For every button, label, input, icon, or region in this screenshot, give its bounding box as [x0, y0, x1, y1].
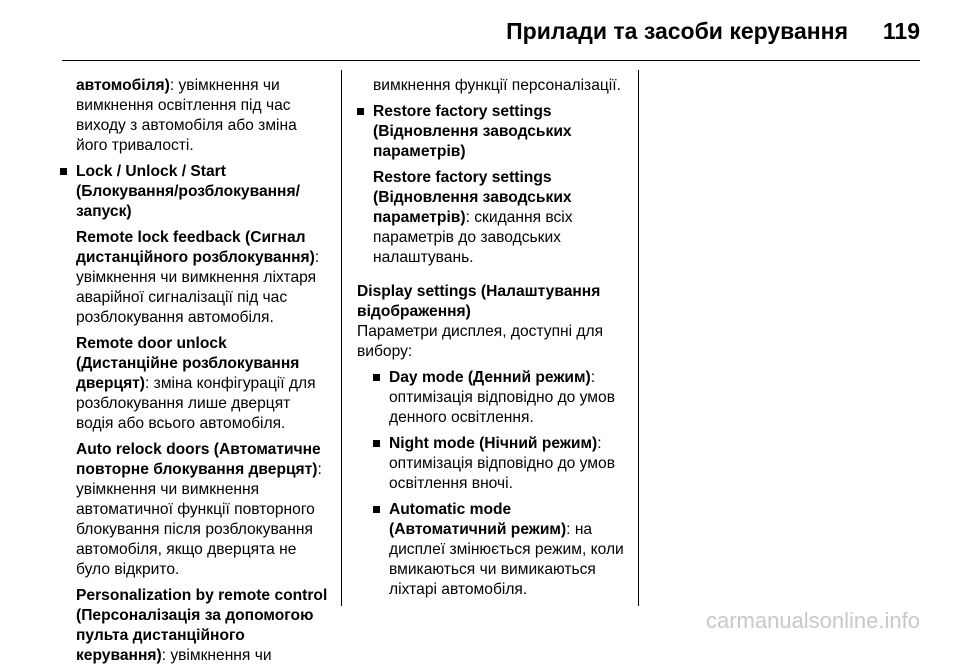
continued-text: : увімкнення чи вимкнення освітлення під час виходу з автомобіля або зміна його тривалості. — [76, 77, 297, 154]
column-1 — [76, 76, 332, 666]
personalization-text: : увімкнення чи — [161, 647, 272, 664]
bullet-icon — [373, 506, 380, 513]
continued-term: автомобіля) — [76, 77, 170, 94]
bullet-icon — [357, 108, 364, 115]
personalization-term: Personalization by remote control (Персоналізація за допомогою пульта дистанційного керування) — [76, 587, 328, 664]
remote-door-text: : зміна конфігурації для розблокування лише дверцят водія або всього автомобіля. — [76, 375, 316, 432]
lock-heading: Lock / Unlock / Start (Блокування/розблокування/запуск) — [76, 163, 300, 220]
continued-paragraph-2: вимкнення функції персоналізації. — [373, 77, 621, 94]
auto-relock-term: Auto relock doors (Автоматичне повторне блокування дверцят) — [76, 441, 321, 478]
list-item-day-mode — [373, 368, 629, 428]
display-settings-heading: Display settings (Налаштування відображення) — [357, 283, 601, 320]
restore-heading: Restore factory settings (Відновлення заводських параметрів) — [373, 103, 572, 160]
page-number: 119 — [882, 18, 920, 44]
auto-relock-text: : увімкнення чи вимкнення автоматичної функції повторного блокування після розблокування автомобіля, якщо дверцята не було відкрито. — [76, 461, 322, 578]
column-divider-1 — [341, 70, 342, 606]
list-item-night-mode — [373, 434, 629, 494]
restore-term: Restore factory settings (Відновлення заводських параметрів) — [373, 169, 572, 226]
bullet-icon — [373, 374, 380, 381]
day-mode-text: : оптимізація відповідно до умов денного освітлення. — [389, 369, 615, 426]
restore-paragraph — [373, 168, 629, 268]
list-item-lock-unlock — [60, 162, 332, 222]
automatic-mode-paragraph — [389, 500, 629, 600]
night-mode-paragraph — [389, 434, 629, 494]
remote-lock-paragraph — [76, 228, 332, 328]
header-divider — [62, 60, 920, 61]
automatic-mode-text: : на дисплеї змінюється режим, коли вмикаються чи вимикаються ліхтарі автомобіля. — [389, 521, 624, 598]
day-mode-paragraph — [389, 368, 629, 428]
column-2 — [357, 76, 629, 600]
bullet-icon — [373, 440, 380, 447]
automatic-mode-term: Automatic mode (Автоматичний режим) — [389, 501, 567, 538]
list-item-automatic-mode — [373, 500, 629, 600]
personalization-paragraph — [76, 586, 332, 666]
night-mode-term: Night mode (Нічний режим) — [389, 435, 598, 452]
column-divider-2 — [638, 70, 639, 606]
list-item-restore — [357, 102, 629, 268]
auto-relock-paragraph — [76, 440, 332, 580]
night-mode-text: : оптимізація відповідно до умов освітлення вночі. — [389, 435, 615, 492]
continued-paragraph — [76, 76, 332, 156]
day-mode-term: Day mode (Денний режим) — [389, 369, 591, 386]
restore-text: : скидання всіх параметрів до заводських налаштувань. — [373, 209, 573, 266]
watermark: carmanualsonline.info — [705, 608, 920, 633]
remote-lock-term: Remote lock feedback (Сигнал дистанційного розблокування) — [76, 229, 315, 266]
page-header-title: Прилади та засоби керування — [506, 18, 848, 44]
remote-door-term: Remote door unlock (Дистанційне розблокування дверцят) — [76, 335, 300, 392]
remote-lock-text: : увімкнення чи вимкнення ліхтаря аварійної сигналізації під час розблокування автомобіля. — [76, 249, 320, 326]
bullet-icon — [60, 168, 67, 175]
remote-door-paragraph — [76, 334, 332, 434]
display-intro: Параметри дисплея, доступні для вибору: — [357, 323, 604, 360]
